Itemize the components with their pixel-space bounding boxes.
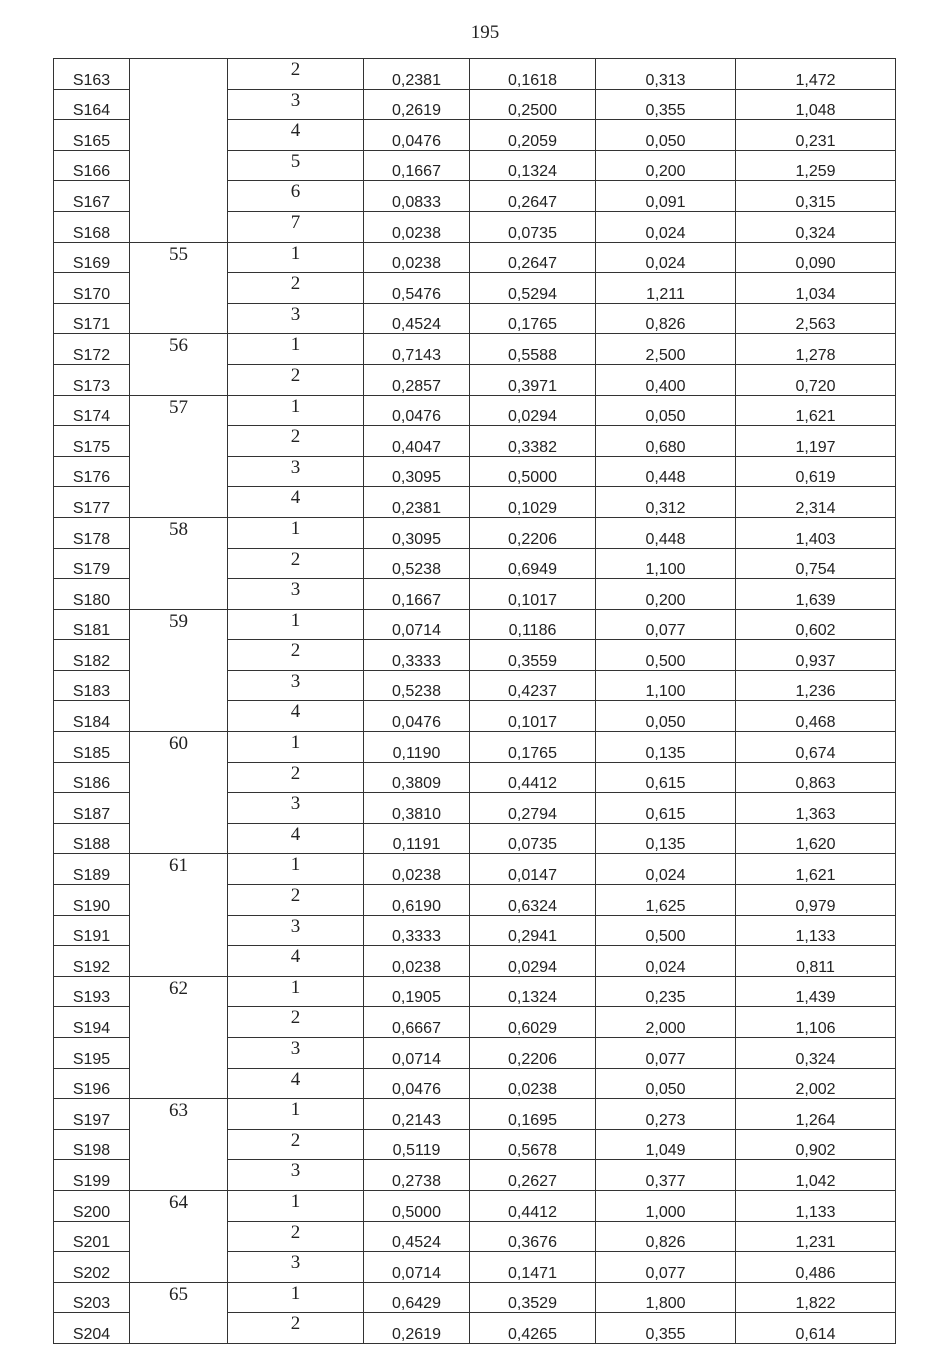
sample-id-cell: S168: [54, 211, 130, 242]
sample-id-cell: S200: [54, 1190, 130, 1221]
group-number-cell: 64: [130, 1190, 228, 1282]
value1-cell: 0,0238: [364, 211, 470, 242]
sample-id-cell: S194: [54, 1007, 130, 1038]
group-number-cell: 61: [130, 854, 228, 976]
value4-cell: 1,034: [736, 273, 896, 304]
value1-cell: 0,3095: [364, 517, 470, 548]
sample-id-cell: S170: [54, 273, 130, 304]
sub-index-cell: 2: [228, 762, 364, 793]
sample-id-cell: S191: [54, 915, 130, 946]
value2-cell: 0,3559: [470, 640, 596, 671]
sample-id-cell: S167: [54, 181, 130, 212]
value1-cell: 0,1905: [364, 976, 470, 1007]
table-row: [54, 395, 896, 426]
value3-cell: 1,211: [596, 273, 736, 304]
sub-index-cell: 3: [228, 456, 364, 487]
value3-cell: 0,826: [596, 1221, 736, 1252]
value2-cell: 0,1471: [470, 1252, 596, 1283]
value2-cell: 0,5000: [470, 456, 596, 487]
value2-cell: 0,3382: [470, 426, 596, 457]
value1-cell: 0,5000: [364, 1190, 470, 1221]
value3-cell: 0,448: [596, 517, 736, 548]
sub-index-cell: 2: [228, 364, 364, 395]
sub-index-cell: 1: [228, 976, 364, 1007]
table-row: [54, 732, 896, 763]
value4-cell: 1,439: [736, 976, 896, 1007]
sample-id-cell: S172: [54, 334, 130, 365]
sample-id-cell: S182: [54, 640, 130, 671]
value3-cell: 0,313: [596, 59, 736, 90]
sub-index-cell: 1: [228, 1099, 364, 1130]
value4-cell: 1,231: [736, 1221, 896, 1252]
sample-id-cell: S173: [54, 364, 130, 395]
value4-cell: 0,674: [736, 732, 896, 763]
value4-cell: 0,902: [736, 1129, 896, 1160]
value4-cell: 1,621: [736, 395, 896, 426]
sample-id-cell: S199: [54, 1160, 130, 1191]
value4-cell: 0,602: [736, 609, 896, 640]
sample-id-cell: S165: [54, 120, 130, 151]
value1-cell: 0,0476: [364, 120, 470, 151]
value1-cell: 0,3809: [364, 762, 470, 793]
table-row: [54, 242, 896, 273]
group-number-cell: 59: [130, 609, 228, 731]
sub-index-cell: 3: [228, 1038, 364, 1069]
value3-cell: 0,091: [596, 181, 736, 212]
value2-cell: 0,2647: [470, 181, 596, 212]
value2-cell: 0,1695: [470, 1099, 596, 1130]
value2-cell: 0,6029: [470, 1007, 596, 1038]
sample-id-cell: S164: [54, 89, 130, 120]
group-number-cell: 63: [130, 1099, 228, 1191]
value3-cell: 0,500: [596, 915, 736, 946]
table-row: [54, 854, 896, 885]
value2-cell: 0,1029: [470, 487, 596, 518]
value3-cell: 1,100: [596, 670, 736, 701]
value1-cell: 0,2381: [364, 487, 470, 518]
value1-cell: 0,5238: [364, 548, 470, 579]
value1-cell: 0,0714: [364, 609, 470, 640]
sub-index-cell: 2: [228, 1313, 364, 1344]
table-row: [54, 334, 896, 365]
sample-id-cell: S190: [54, 885, 130, 916]
table-row: [54, 517, 896, 548]
sub-index-cell: 4: [228, 487, 364, 518]
sample-id-cell: S185: [54, 732, 130, 763]
sample-id-cell: S192: [54, 946, 130, 977]
value4-cell: 1,363: [736, 793, 896, 824]
value1-cell: 0,0833: [364, 181, 470, 212]
value4-cell: 1,197: [736, 426, 896, 457]
value2-cell: 0,4412: [470, 762, 596, 793]
value2-cell: 0,3676: [470, 1221, 596, 1252]
value3-cell: 0,135: [596, 823, 736, 854]
value2-cell: 0,0735: [470, 211, 596, 242]
value3-cell: 1,000: [596, 1190, 736, 1221]
value1-cell: 0,2143: [364, 1099, 470, 1130]
value2-cell: 0,3971: [470, 364, 596, 395]
sample-id-cell: S195: [54, 1038, 130, 1069]
sub-index-cell: 6: [228, 181, 364, 212]
value1-cell: 0,1190: [364, 732, 470, 763]
value4-cell: 0,720: [736, 364, 896, 395]
value1-cell: 0,7143: [364, 334, 470, 365]
sample-id-cell: S198: [54, 1129, 130, 1160]
sub-index-cell: 4: [228, 823, 364, 854]
sample-id-cell: S163: [54, 59, 130, 90]
sample-id-cell: S181: [54, 609, 130, 640]
value4-cell: 1,639: [736, 579, 896, 610]
sample-id-cell: S180: [54, 579, 130, 610]
value2-cell: 0,5588: [470, 334, 596, 365]
page-number: 195: [470, 22, 500, 43]
value2-cell: 0,1186: [470, 609, 596, 640]
sub-index-cell: 3: [228, 89, 364, 120]
value1-cell: 0,0476: [364, 395, 470, 426]
value1-cell: 0,3333: [364, 915, 470, 946]
value3-cell: 2,500: [596, 334, 736, 365]
sub-index-cell: 3: [228, 793, 364, 824]
value1-cell: 0,0238: [364, 946, 470, 977]
value1-cell: 0,6667: [364, 1007, 470, 1038]
sub-index-cell: 3: [228, 915, 364, 946]
sub-index-cell: 3: [228, 303, 364, 334]
data-table: [53, 58, 896, 1344]
sub-index-cell: 2: [228, 1221, 364, 1252]
value1-cell: 0,0714: [364, 1038, 470, 1069]
value3-cell: 0,615: [596, 762, 736, 793]
value4-cell: 0,324: [736, 1038, 896, 1069]
value4-cell: 1,621: [736, 854, 896, 885]
value3-cell: 0,024: [596, 211, 736, 242]
value4-cell: 0,486: [736, 1252, 896, 1283]
value3-cell: 0,680: [596, 426, 736, 457]
value4-cell: 2,314: [736, 487, 896, 518]
value4-cell: 0,811: [736, 946, 896, 977]
value3-cell: 0,355: [596, 89, 736, 120]
sample-id-cell: S177: [54, 487, 130, 518]
sub-index-cell: 1: [228, 242, 364, 273]
value2-cell: 0,5294: [470, 273, 596, 304]
value3-cell: 0,377: [596, 1160, 736, 1191]
sub-index-cell: 1: [228, 395, 364, 426]
value3-cell: 0,050: [596, 120, 736, 151]
value2-cell: 0,2206: [470, 1038, 596, 1069]
value2-cell: 0,2627: [470, 1160, 596, 1191]
sample-id-cell: S183: [54, 670, 130, 701]
value3-cell: 0,273: [596, 1099, 736, 1130]
value4-cell: 1,259: [736, 150, 896, 181]
value3-cell: 0,077: [596, 609, 736, 640]
value1-cell: 0,2857: [364, 364, 470, 395]
sub-index-cell: 4: [228, 1068, 364, 1099]
value1-cell: 0,4524: [364, 303, 470, 334]
sub-index-cell: 3: [228, 1252, 364, 1283]
sample-id-cell: S201: [54, 1221, 130, 1252]
value2-cell: 0,0735: [470, 823, 596, 854]
value3-cell: 0,135: [596, 732, 736, 763]
value1-cell: 0,5238: [364, 670, 470, 701]
value4-cell: 1,620: [736, 823, 896, 854]
sub-index-cell: 2: [228, 426, 364, 457]
value3-cell: 1,100: [596, 548, 736, 579]
sample-id-cell: S204: [54, 1313, 130, 1344]
sample-id-cell: S174: [54, 395, 130, 426]
value1-cell: 0,0238: [364, 242, 470, 273]
value2-cell: 0,2941: [470, 915, 596, 946]
sub-index-cell: 3: [228, 670, 364, 701]
value2-cell: 0,1765: [470, 303, 596, 334]
sub-index-cell: 5: [228, 150, 364, 181]
sample-id-cell: S202: [54, 1252, 130, 1283]
value3-cell: 1,625: [596, 885, 736, 916]
value1-cell: 0,3810: [364, 793, 470, 824]
value2-cell: 0,2500: [470, 89, 596, 120]
value3-cell: 0,615: [596, 793, 736, 824]
sample-id-cell: S189: [54, 854, 130, 885]
value2-cell: 0,1324: [470, 150, 596, 181]
table-row: [54, 609, 896, 640]
value3-cell: 0,500: [596, 640, 736, 671]
group-number-cell: 65: [130, 1282, 228, 1343]
table-row: [54, 1190, 896, 1221]
value2-cell: 0,6949: [470, 548, 596, 579]
value2-cell: 0,2647: [470, 242, 596, 273]
sample-id-cell: S166: [54, 150, 130, 181]
value4-cell: 2,563: [736, 303, 896, 334]
sample-id-cell: S169: [54, 242, 130, 273]
sample-id-cell: S187: [54, 793, 130, 824]
table-row: [54, 1282, 896, 1313]
value3-cell: 0,050: [596, 701, 736, 732]
value4-cell: 1,106: [736, 1007, 896, 1038]
value4-cell: 0,614: [736, 1313, 896, 1344]
value2-cell: 0,4237: [470, 670, 596, 701]
sub-index-cell: 1: [228, 1190, 364, 1221]
value1-cell: 0,6190: [364, 885, 470, 916]
value2-cell: 0,1618: [470, 59, 596, 90]
group-number-cell: 56: [130, 334, 228, 395]
value4-cell: 0,090: [736, 242, 896, 273]
value3-cell: 0,235: [596, 976, 736, 1007]
sub-index-cell: 7: [228, 211, 364, 242]
value3-cell: 0,024: [596, 854, 736, 885]
value3-cell: 0,200: [596, 150, 736, 181]
value4-cell: 1,822: [736, 1282, 896, 1313]
value2-cell: 0,2059: [470, 120, 596, 151]
value1-cell: 0,2619: [364, 89, 470, 120]
value1-cell: 0,3095: [364, 456, 470, 487]
value4-cell: 0,324: [736, 211, 896, 242]
sample-id-cell: S188: [54, 823, 130, 854]
value4-cell: 1,133: [736, 915, 896, 946]
value2-cell: 0,2794: [470, 793, 596, 824]
value4-cell: 1,278: [736, 334, 896, 365]
sample-id-cell: S193: [54, 976, 130, 1007]
sample-id-cell: S203: [54, 1282, 130, 1313]
table-row: [54, 976, 896, 1007]
value4-cell: 1,264: [736, 1099, 896, 1130]
value4-cell: 0,231: [736, 120, 896, 151]
value2-cell: 0,3529: [470, 1282, 596, 1313]
value4-cell: 0,979: [736, 885, 896, 916]
value1-cell: 0,5119: [364, 1129, 470, 1160]
value4-cell: 0,468: [736, 701, 896, 732]
value3-cell: 0,077: [596, 1252, 736, 1283]
value3-cell: 0,050: [596, 1068, 736, 1099]
value1-cell: 0,2619: [364, 1313, 470, 1344]
group-number-cell: 62: [130, 976, 228, 1098]
group-number-cell: 55: [130, 242, 228, 334]
sub-index-cell: 1: [228, 854, 364, 885]
table-row: [54, 59, 896, 90]
value4-cell: 2,002: [736, 1068, 896, 1099]
value3-cell: 0,355: [596, 1313, 736, 1344]
value4-cell: 1,403: [736, 517, 896, 548]
value1-cell: 0,1667: [364, 579, 470, 610]
sample-id-cell: S186: [54, 762, 130, 793]
sub-index-cell: 2: [228, 1129, 364, 1160]
value3-cell: 1,800: [596, 1282, 736, 1313]
value4-cell: 0,619: [736, 456, 896, 487]
sample-id-cell: S196: [54, 1068, 130, 1099]
value3-cell: 0,826: [596, 303, 736, 334]
value4-cell: 1,042: [736, 1160, 896, 1191]
value3-cell: 0,448: [596, 456, 736, 487]
value1-cell: 0,1667: [364, 150, 470, 181]
value3-cell: 0,050: [596, 395, 736, 426]
table-body: [54, 59, 896, 1344]
value2-cell: 0,1017: [470, 701, 596, 732]
sample-id-cell: S184: [54, 701, 130, 732]
sub-index-cell: 3: [228, 579, 364, 610]
value2-cell: 0,0294: [470, 946, 596, 977]
sample-id-cell: S171: [54, 303, 130, 334]
value4-cell: 1,236: [736, 670, 896, 701]
value1-cell: 0,0714: [364, 1252, 470, 1283]
value1-cell: 0,1191: [364, 823, 470, 854]
sub-index-cell: 2: [228, 1007, 364, 1038]
value2-cell: 0,0147: [470, 854, 596, 885]
value3-cell: 0,024: [596, 242, 736, 273]
value4-cell: 1,472: [736, 59, 896, 90]
value3-cell: 0,200: [596, 579, 736, 610]
value2-cell: 0,6324: [470, 885, 596, 916]
sub-index-cell: 4: [228, 701, 364, 732]
value1-cell: 0,0476: [364, 701, 470, 732]
sub-index-cell: 2: [228, 273, 364, 304]
sub-index-cell: 2: [228, 640, 364, 671]
sub-index-cell: 1: [228, 517, 364, 548]
value1-cell: 0,4524: [364, 1221, 470, 1252]
table-row: [54, 1099, 896, 1130]
value3-cell: 1,049: [596, 1129, 736, 1160]
group-number-cell: [130, 59, 228, 243]
value1-cell: 0,6429: [364, 1282, 470, 1313]
value2-cell: 0,2206: [470, 517, 596, 548]
value1-cell: 0,4047: [364, 426, 470, 457]
value2-cell: 0,1324: [470, 976, 596, 1007]
value3-cell: 0,024: [596, 946, 736, 977]
value2-cell: 0,0238: [470, 1068, 596, 1099]
sample-id-cell: S178: [54, 517, 130, 548]
value1-cell: 0,3333: [364, 640, 470, 671]
value2-cell: 0,1765: [470, 732, 596, 763]
value4-cell: 0,863: [736, 762, 896, 793]
value1-cell: 0,5476: [364, 273, 470, 304]
sub-index-cell: 1: [228, 609, 364, 640]
group-number-cell: 58: [130, 517, 228, 609]
value1-cell: 0,2738: [364, 1160, 470, 1191]
value4-cell: 0,315: [736, 181, 896, 212]
value4-cell: 0,937: [736, 640, 896, 671]
sub-index-cell: 4: [228, 946, 364, 977]
sub-index-cell: 4: [228, 120, 364, 151]
value1-cell: 0,2381: [364, 59, 470, 90]
value3-cell: 2,000: [596, 1007, 736, 1038]
sample-id-cell: S175: [54, 426, 130, 457]
sub-index-cell: 1: [228, 732, 364, 763]
value2-cell: 0,4265: [470, 1313, 596, 1344]
sample-id-cell: S197: [54, 1099, 130, 1130]
value4-cell: 0,754: [736, 548, 896, 579]
value1-cell: 0,0238: [364, 854, 470, 885]
sub-index-cell: 1: [228, 1282, 364, 1313]
value3-cell: 0,077: [596, 1038, 736, 1069]
sample-id-cell: S176: [54, 456, 130, 487]
value2-cell: 0,1017: [470, 579, 596, 610]
value4-cell: 1,048: [736, 89, 896, 120]
sub-index-cell: 3: [228, 1160, 364, 1191]
group-number-cell: 57: [130, 395, 228, 517]
value2-cell: 0,0294: [470, 395, 596, 426]
sub-index-cell: 1: [228, 334, 364, 365]
sample-id-cell: S179: [54, 548, 130, 579]
sub-index-cell: 2: [228, 885, 364, 916]
sub-index-cell: 2: [228, 548, 364, 579]
sub-index-cell: 2: [228, 59, 364, 90]
value2-cell: 0,5678: [470, 1129, 596, 1160]
value3-cell: 0,312: [596, 487, 736, 518]
group-number-cell: 60: [130, 732, 228, 854]
value3-cell: 0,400: [596, 364, 736, 395]
value1-cell: 0,0476: [364, 1068, 470, 1099]
value2-cell: 0,4412: [470, 1190, 596, 1221]
value4-cell: 1,133: [736, 1190, 896, 1221]
